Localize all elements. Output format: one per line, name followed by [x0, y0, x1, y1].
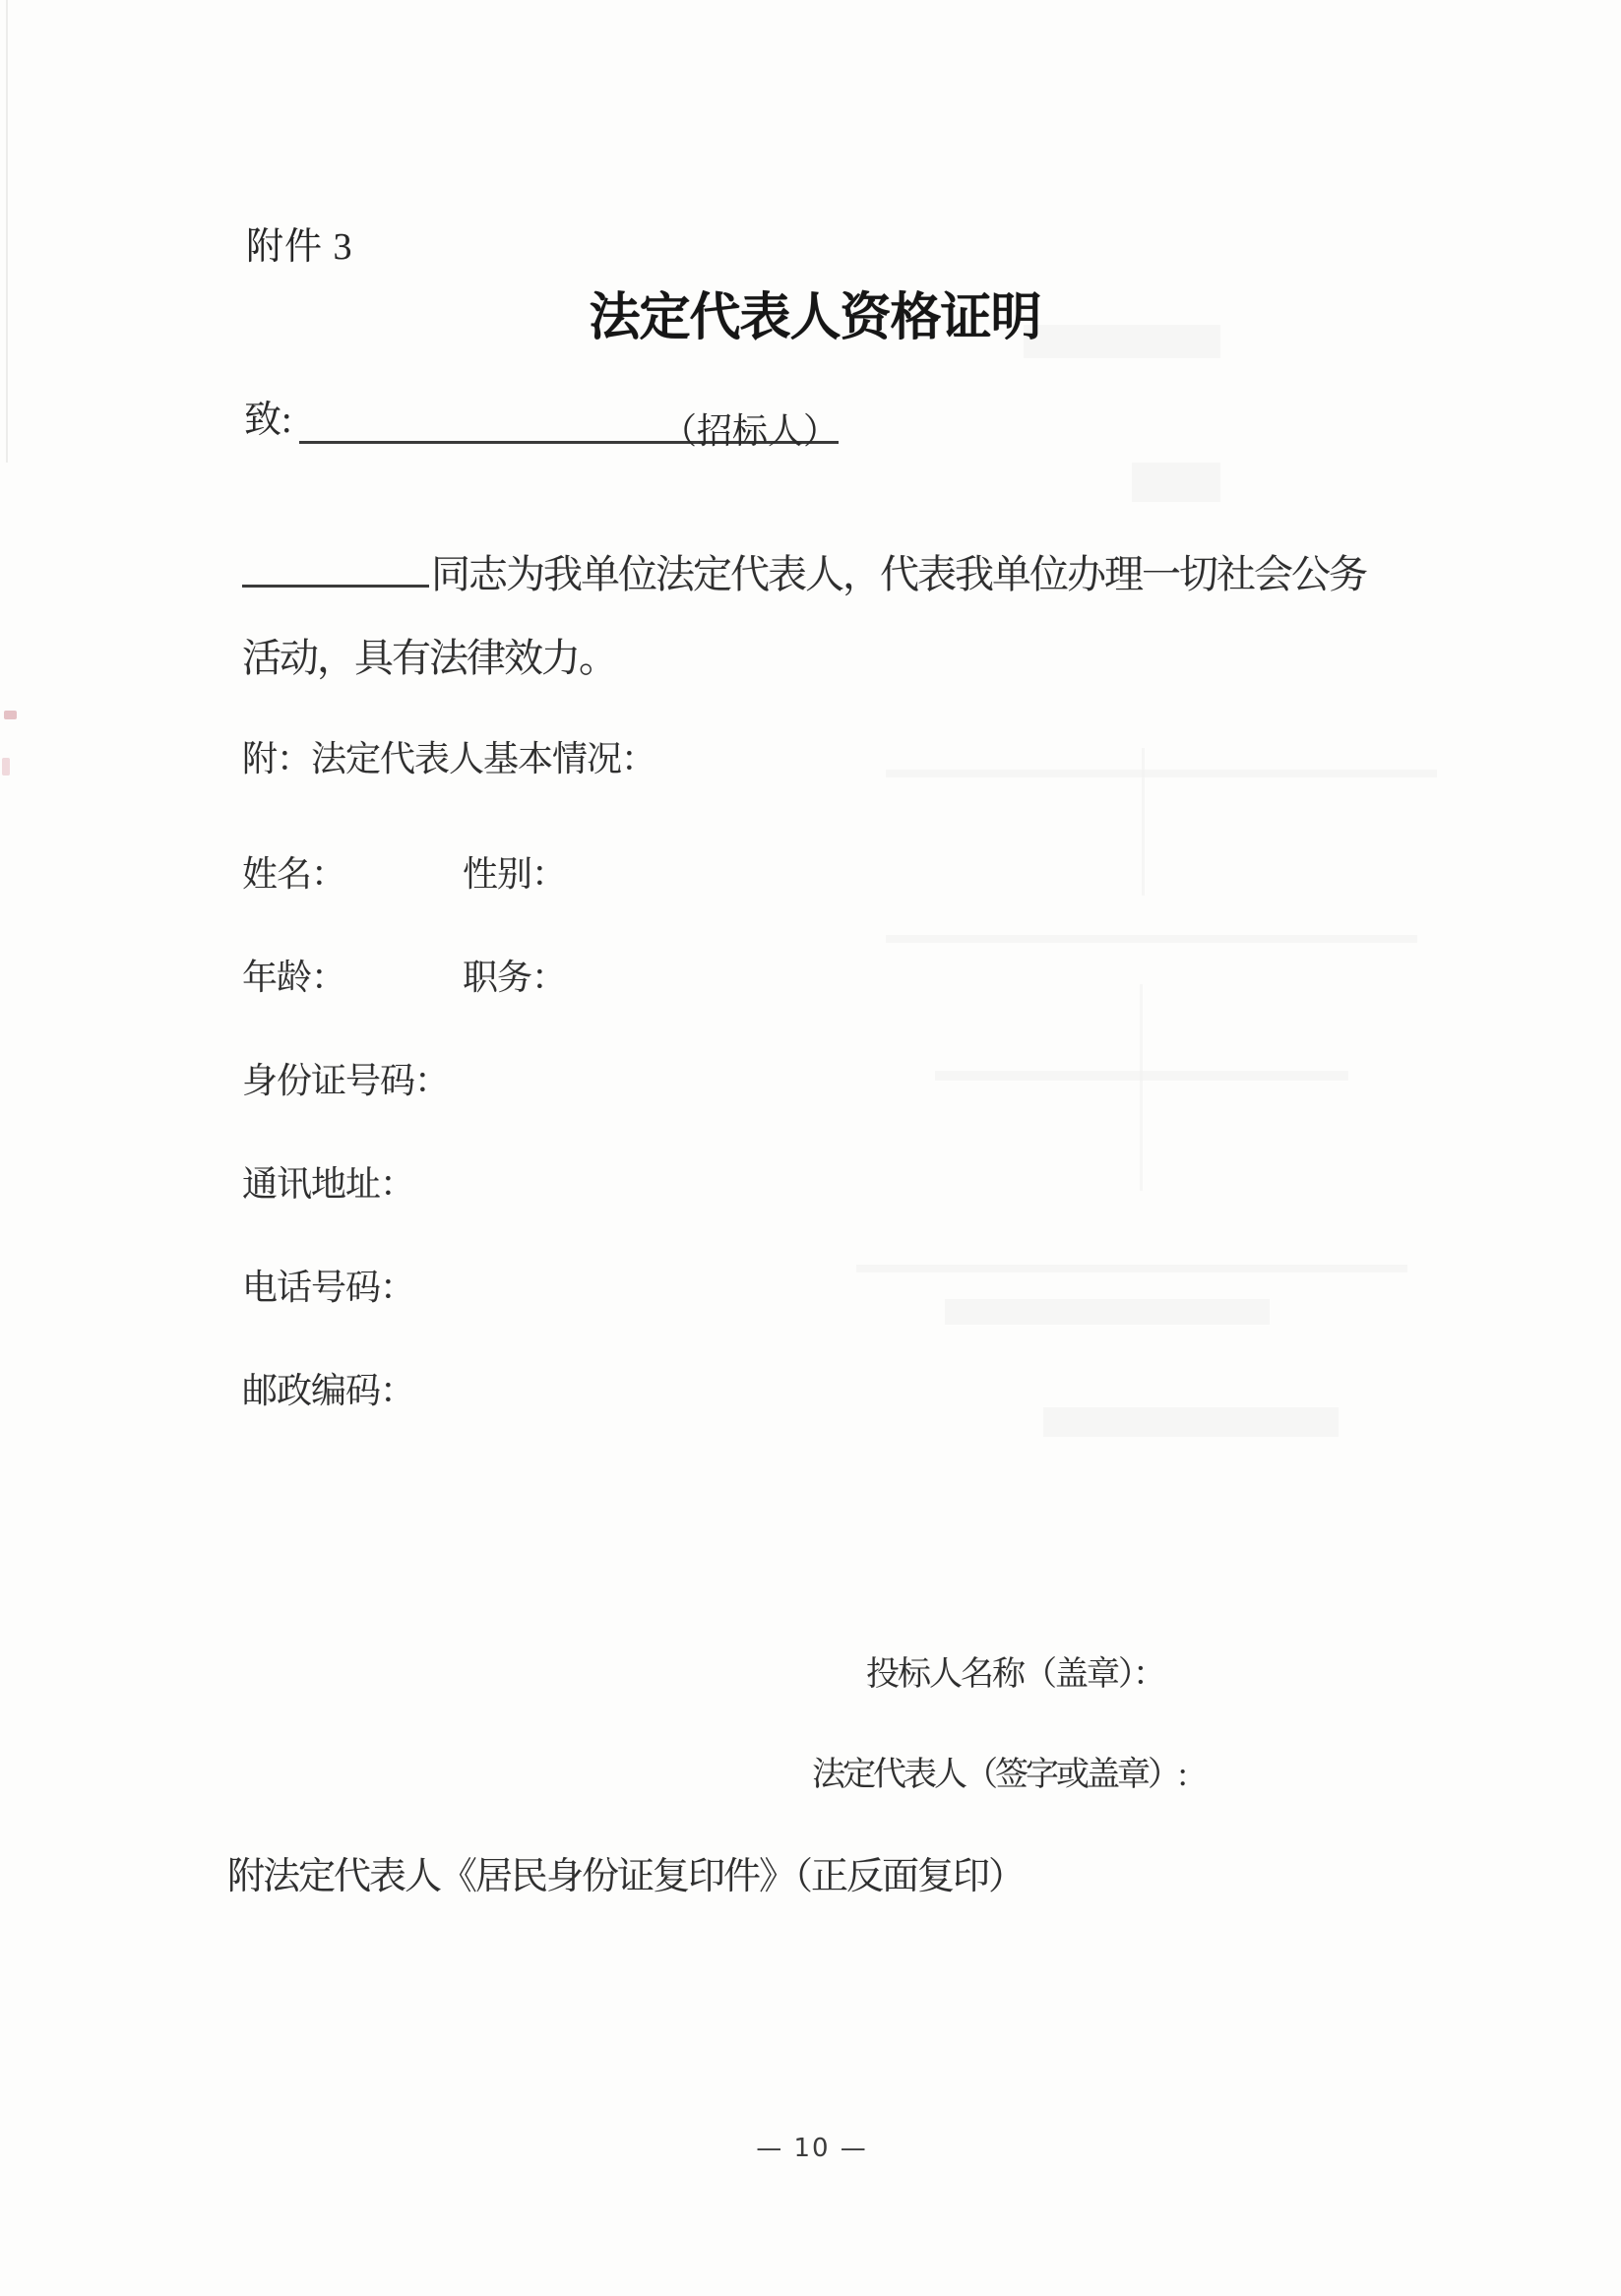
scan-edge-artifact [6, 0, 8, 463]
field-label-address: 通讯地址： [242, 1164, 415, 1204]
body-paragraph-line2: 活动，具有法律效力。 [242, 636, 616, 680]
bleed-through-artifact [1043, 1407, 1339, 1437]
attachment-label: 附件 3 [246, 226, 353, 268]
field-label-age: 年龄： [242, 958, 346, 997]
bleed-through-artifact [886, 935, 1417, 943]
field-row-id-number [242, 1061, 449, 1101]
recipient-hint-label: （招标人） [661, 411, 840, 451]
bleed-through-artifact [1024, 325, 1220, 358]
bleed-through-artifact [945, 1299, 1270, 1325]
field-label-id-number: 身份证号码： [242, 1061, 450, 1100]
pink-ink-smudge [2, 758, 10, 776]
field-row-name-gender [242, 854, 567, 895]
bleed-through-artifact [856, 1265, 1407, 1272]
body-paragraph-line1 [242, 552, 1366, 597]
body-paragraph-line1-text: 同志为我单位法定代表人，代表我单位办理一切社会公务 [431, 552, 1366, 596]
bleed-through-artifact [886, 770, 1437, 777]
id-copy-attachment-note: 附法定代表人《居民身份证复印件》（正反面复印） [227, 1856, 1025, 1897]
field-label-gender: 性别： [463, 854, 567, 894]
field-row-postal-code [242, 1371, 414, 1411]
field-row-age-title [242, 958, 567, 998]
field-label-name: 姓名： [242, 854, 346, 894]
legal-rep-signature-label: 法定代表人（签字或盖章）: [812, 1757, 1185, 1793]
field-row-address [242, 1164, 414, 1205]
name-blank-line [242, 555, 429, 588]
field-label-phone: 电话号码： [242, 1268, 415, 1307]
pink-ink-smudge [4, 711, 17, 719]
bleed-through-artifact [1140, 984, 1143, 1191]
bleed-through-artifact [1142, 748, 1145, 896]
document-title: 法定代表人资格证明 [589, 290, 1041, 346]
bleed-through-artifact [935, 1071, 1348, 1081]
basic-info-heading: 附：法定代表人基本情况： [242, 739, 656, 778]
bleed-through-artifact [1132, 463, 1220, 502]
field-label-postal-code: 邮政编码： [242, 1371, 415, 1410]
bidder-name-seal-label: 投标人名称（盖章）： [866, 1656, 1164, 1693]
recipient-blank-line [299, 402, 840, 451]
field-label-position: 职务： [463, 958, 567, 997]
field-row-phone [242, 1268, 414, 1308]
page-number: — 10 — [756, 2134, 868, 2163]
salutation-prefix: 致: [244, 400, 292, 441]
